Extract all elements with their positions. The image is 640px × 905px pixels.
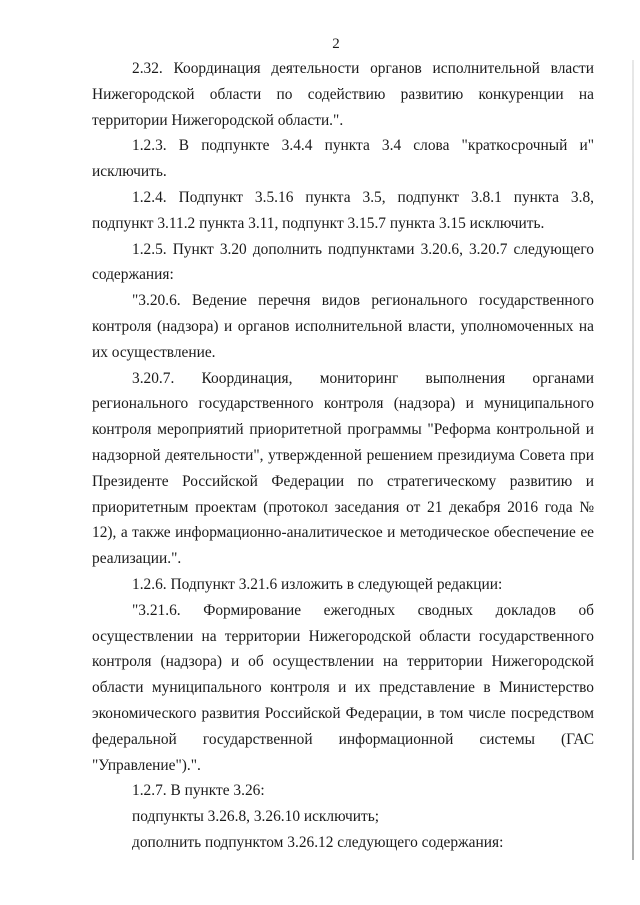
page-number: 2 [332, 36, 340, 52]
paragraph-1-2-6: 1.2.6. Подпункт 3.21.6 изложить в следующей редакции: [132, 575, 503, 593]
paragraph-3-20-7: 3.20.7. Координация, мониторинг выполнения органами регионального государственного контроля (надзора) и муниципального контроля мероприятий приоритетной программы "Реформа контрольной и надзорной деятельности", утвержденной решением президиума Совета при Президенте Российской Федерации по стратегическому развитию и приоритетным проектам (протокол заседания от 21 декабря 2016 года № 12), а также информационно-аналитическое и методическое обеспечение ее реализации.". [92, 369, 594, 568]
paragraph-1-2-7: 1.2.7. В пункте 3.26: [132, 782, 265, 800]
paragraph-3-21-6: "3.21.6. Формирование ежегодных сводных докладов об осуществлении на территории Нижегородской области государственного контроля (надзора) и об осуществлении на территории Нижегородской области муниципального контроля и их представление в Министерство экономического развития Российской Федерации, в том числе посредством федеральной государственной информационной системы (ГАС "Управление").". [92, 601, 594, 774]
paragraph-3-20-6: "3.20.6. Ведение перечня видов регионального государственного контроля (надзора) и органов исполнительной власти, уполномоченных на их осуществление. [92, 292, 594, 361]
paragraph-2-32: 2.32. Координация деятельности органов исполнительной власти Нижегородской области по содействию развитию конкуренции на территории Нижегородской области.". [92, 60, 594, 129]
paragraph-subitems-excluded: подпункты 3.26.8, 3.26.10 исключить; [132, 808, 380, 826]
document-body [92, 56, 594, 856]
paragraph-1-2-5: 1.2.5. Пункт 3.20 дополнить подпунктами 3.20.6, 3.20.7 следующего содержания: [92, 240, 594, 284]
scan-edge-shadow [632, 60, 634, 860]
paragraph-1-2-3: 1.2.3. В подпункте 3.4.4 пункта 3.4 слова "краткосрочный и" исключить. [92, 137, 594, 181]
paragraph-1-2-4: 1.2.4. Подпункт 3.5.16 пункта 3.5, подпункт 3.8.1 пункта 3.8, подпункт 3.11.2 пункта 3.11, подпункт 3.15.7 пункта 3.15 исключить. [92, 188, 594, 232]
paragraph-add-subitem: дополнить подпунктом 3.26.12 следующего содержания: [132, 833, 504, 851]
